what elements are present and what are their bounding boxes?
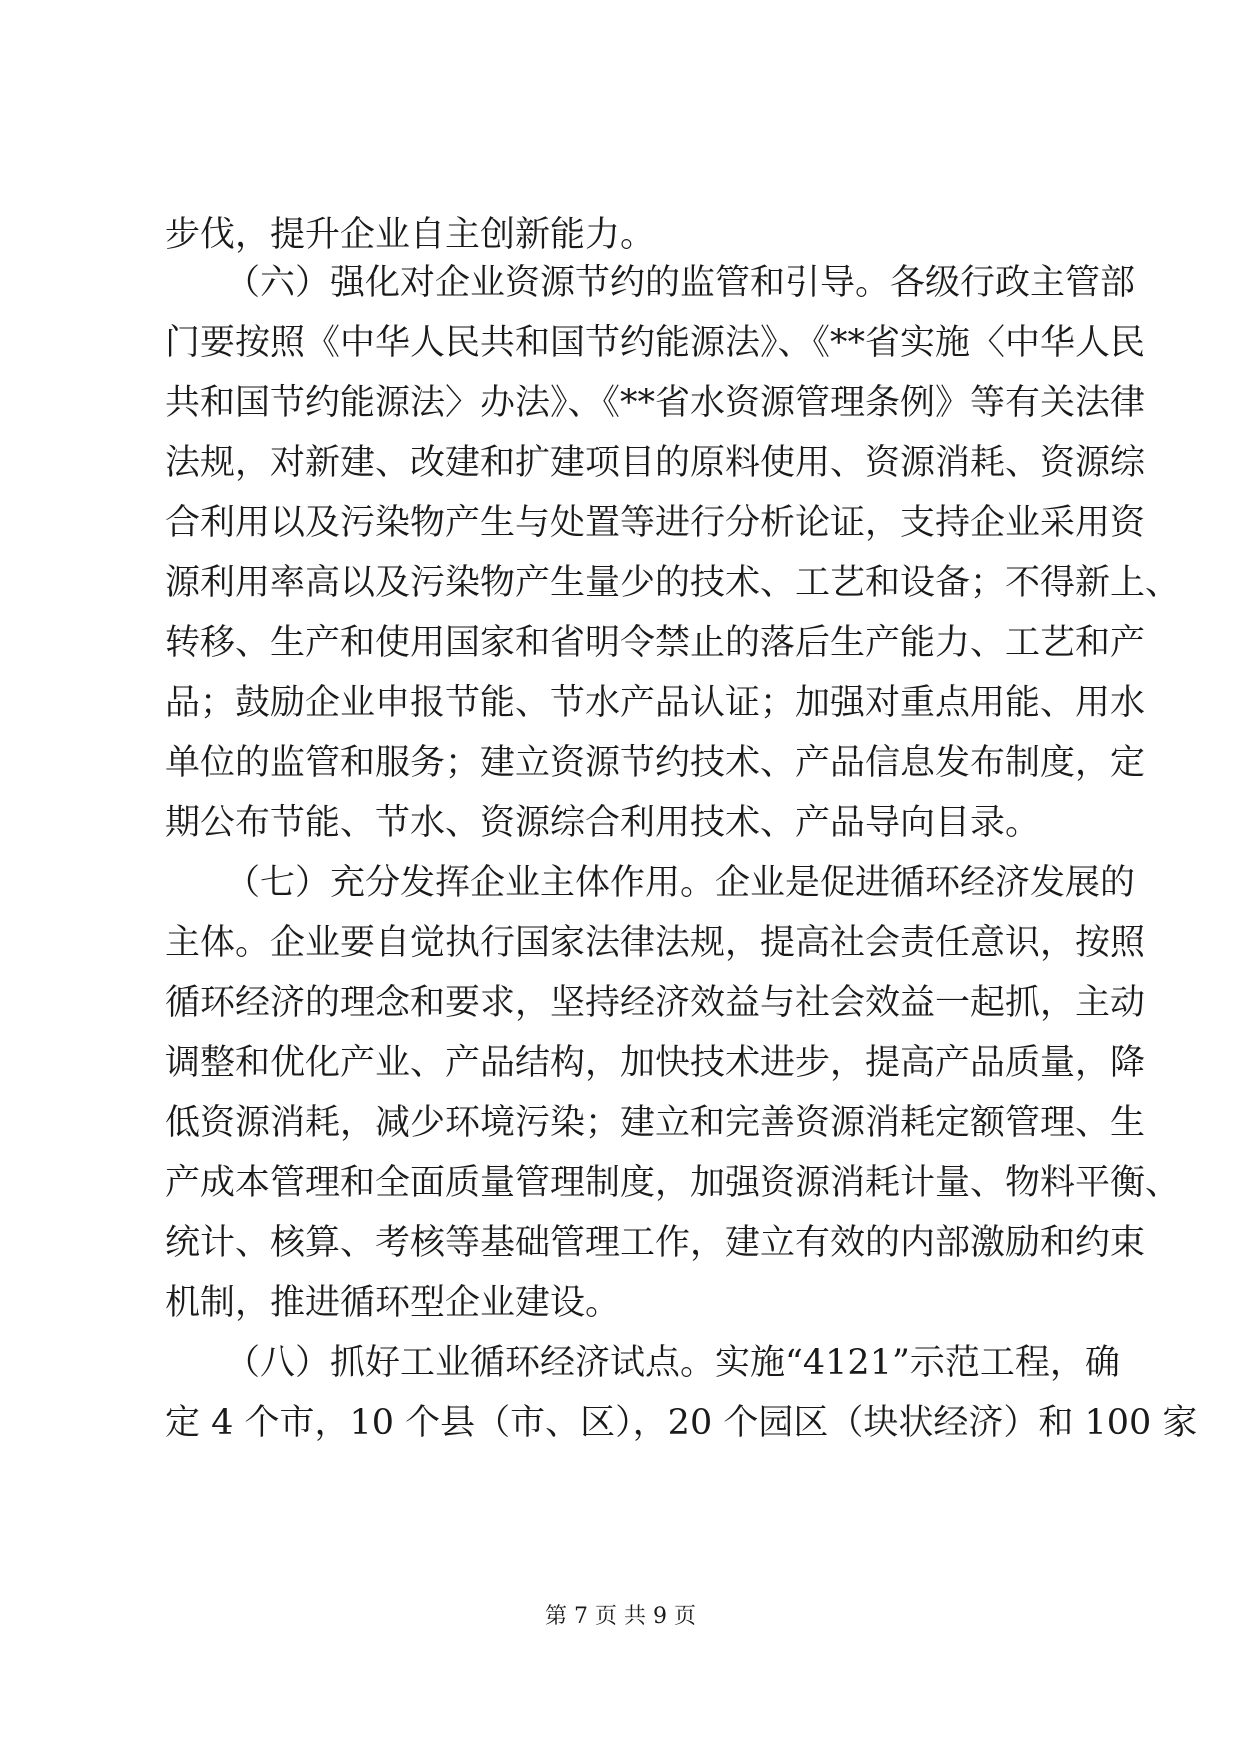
text-line: 产成本管理和全面质量管理制度，加强资源消耗计量、物料平衡、 xyxy=(165,1163,1181,1203)
text-line: 品；鼓励企业申报节能、节水产品认证；加强对重点用能、用水 xyxy=(165,683,1146,723)
page-number-footer: 第 7 页 共 9 页 xyxy=(545,1604,696,1629)
text-line: 主体。企业要自觉执行国家法律法规，提高社会责任意识，按照 xyxy=(165,923,1146,963)
text-line: 源利用率高以及污染物产生量少的技术、工艺和设备；不得新上、 xyxy=(165,563,1181,603)
paragraph-7-start: （七）充分发挥企业主体作用。企业是促进循环经济发展的 xyxy=(225,863,1136,903)
text-line: 法规，对新建、改建和扩建项目的原料使用、资源消耗、资源综 xyxy=(165,443,1146,483)
text-line: 步伐，提升企业自主创新能力。 xyxy=(165,215,656,255)
text-line: 合利用以及污染物产生与处置等进行分析论证，支持企业采用资 xyxy=(165,503,1146,543)
text-line: 单位的监管和服务；建立资源节约技术、产品信息发布制度，定 xyxy=(165,743,1146,783)
text-line: 统计、核算、考核等基础管理工作，建立有效的内部激励和约束 xyxy=(165,1223,1146,1263)
text-line: 共和国节约能源法〉办法》、《**省水资源管理条例》等有关法律 xyxy=(165,383,1146,423)
text-line: 调整和优化产业、产品结构，加快技术进步，提高产品质量，降 xyxy=(165,1043,1146,1083)
text-line: 期公布节能、节水、资源综合利用技术、产品导向目录。 xyxy=(165,803,1041,843)
paragraph-6-start: （六）强化对企业资源节约的监管和引导。各级行政主管部 xyxy=(225,263,1136,303)
text-line: 机制，推进循环型企业建设。 xyxy=(165,1283,621,1323)
text-line: 定 4 个市，10 个县（市、区），20 个园区（块状经济）和 100 家 xyxy=(165,1403,1198,1443)
paragraph-8-start: （八）抓好工业循环经济试点。实施“4121”示范工程，确 xyxy=(225,1343,1120,1383)
text-line: 门要按照《中华人民共和国节约能源法》、《**省实施〈中华人民 xyxy=(165,323,1146,363)
text-line: 转移、生产和使用国家和省明令禁止的落后生产能力、工艺和产 xyxy=(165,623,1146,663)
text-line: 循环经济的理念和要求，坚持经济效益与社会效益一起抓，主动 xyxy=(165,983,1146,1023)
text-line: 低资源消耗，减少环境污染；建立和完善资源消耗定额管理、生 xyxy=(165,1103,1146,1143)
